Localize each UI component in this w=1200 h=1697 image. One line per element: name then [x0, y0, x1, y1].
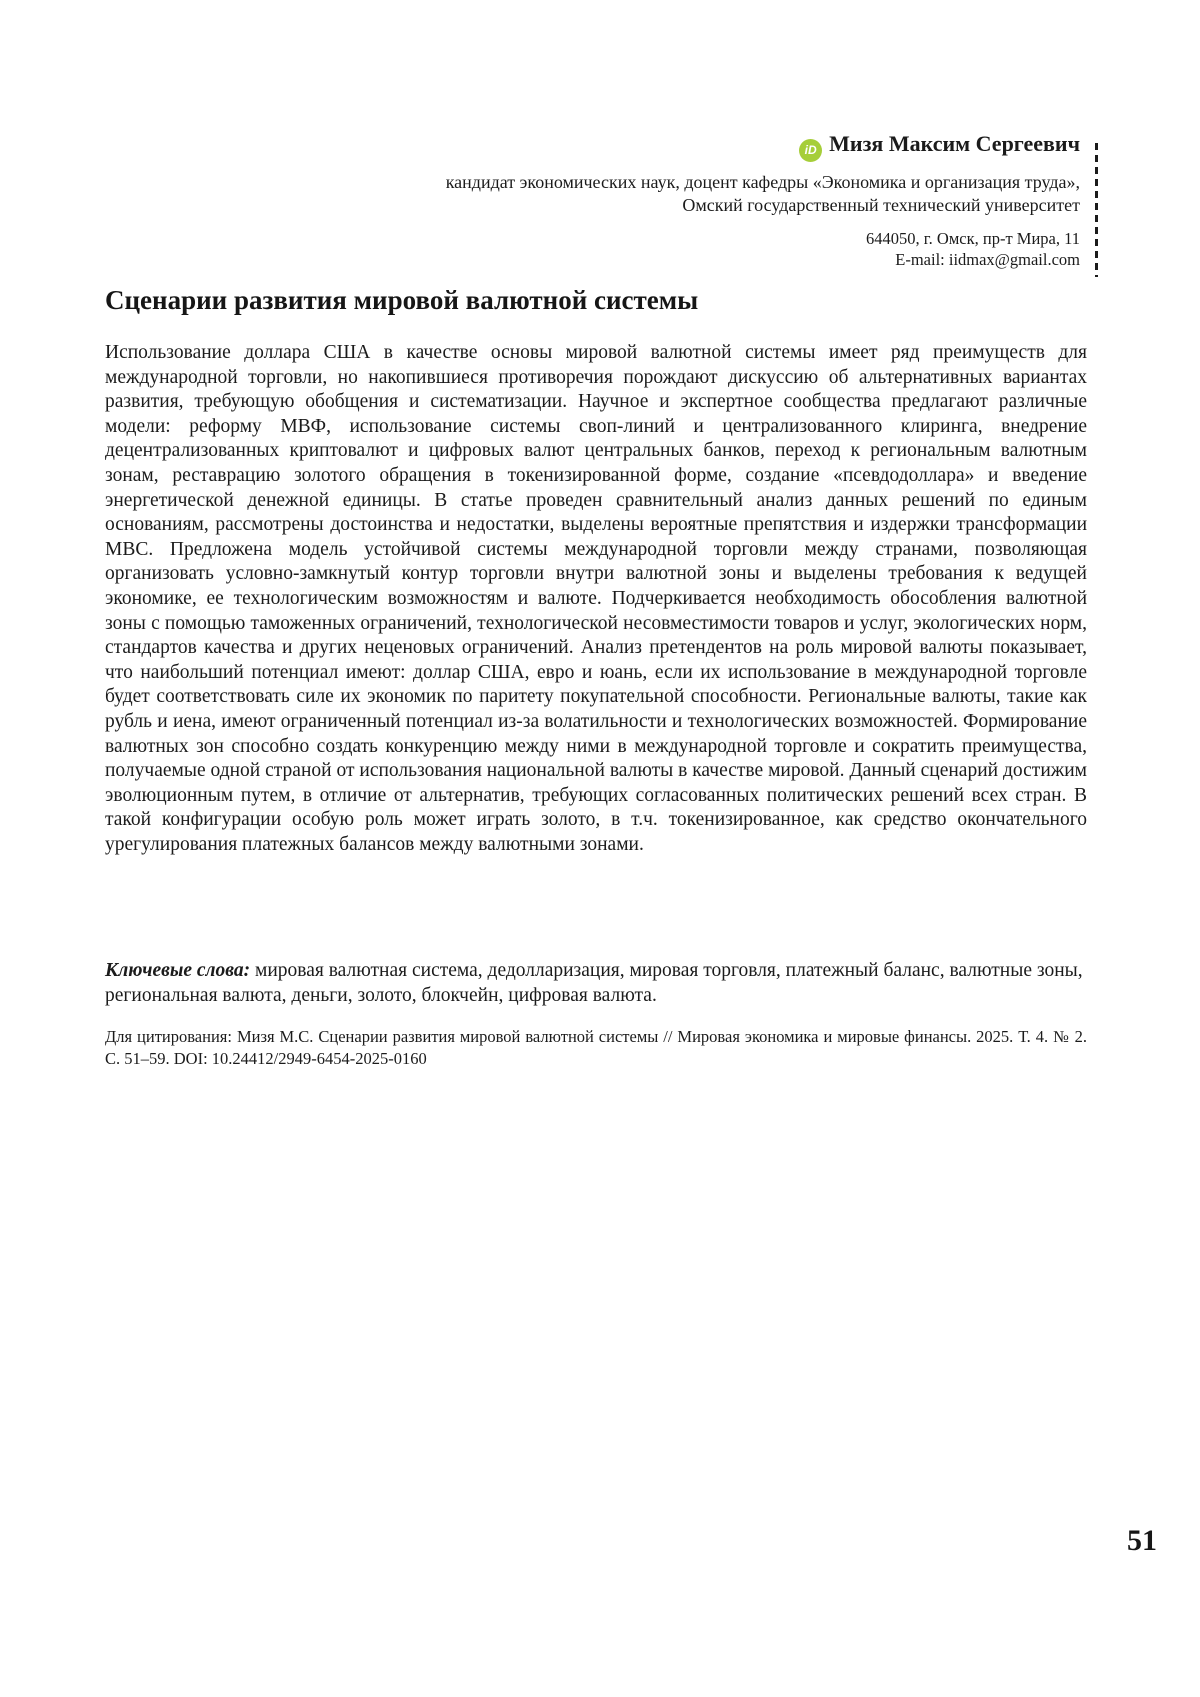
keywords-label: Ключевые слова: [105, 960, 251, 981]
header-dashed-divider [1095, 143, 1098, 277]
author-university: Омский государственный технический университет [682, 194, 1080, 215]
page-number: 51 [1127, 1524, 1157, 1557]
author-name: Мизя Максим Сергеевич [829, 131, 1080, 156]
author-email: E-mail: iidmax@gmail.com [895, 249, 1080, 269]
orcid-icon[interactable]: iD [799, 139, 822, 162]
author-address: 644050, г. Омск, пр-т Мира, 11 [866, 229, 1080, 248]
keywords-paragraph [105, 959, 1087, 1008]
abstract-text: Использование доллара США в качестве основы мировой валютной системы имеет ряд преимуществ для международной торговли, но накопившиеся противоречия порождают дискуссию об альтернативных вариантах развития, требующую обобщения и систематизации. Научное и экспертное сообщества предлагают различные модели: реформу МВФ, использование системы своп-линий и централизованного клиринга, внедрение децентрализованных криптовалют и цифровых валют центральных банков, переход к региональным валютным зонам, реставрацию золотого обращения в токенизированной форме, создание «псевдодоллара» и введение энергетической денежной единицы. В статье проведен сравнительный анализ данных решений по единым основаниям, рассмотрены достоинства и недостатки, выделены вероятные препятствия и издержки трансформации МВС. Предложена модель устойчивой системы международной торговли между странами, позволяющая организовать условно-замкнутый контур торговли внутри валютной зоны и выделены требования к ведущей экономике, ее технологическим возможностям и валюте. Подчеркивается необходимость обособления валютной зоны с помощью таможенных ограничений, технологической несовместимости товаров и услуг, экологических норм, стандартов качества и других неценовых ограничений. Анализ претендентов на роль мировой валюты показывает, что наибольший потенциал имеют: доллар США, евро и юань, если их использование в международной торговле будет соответствовать силе их экономик по паритету покупательной способности. Региональные валюты, такие как рубль и иена, имеют ограниченный потенциал из-за волатильности и технологических возможностей. Формирование валютных зон способно создать конкуренцию между ними в международной торговле и сократить преимущества, получаемые одной страной от использования национальной валюты в качестве мировой. Данный сценарий достижим эволюционным путем, в отличие от альтернатив, требующих согласованных политических решений всех стран. В такой конфигурации особую роль может играть золото, в т.ч. токенизированное, как средство окончательного урегулирования платежных балансов между валютными зонами. [105, 342, 1087, 855]
author-degree-affiliation: кандидат экономических наук, доцент кафедры «Экономика и организация труда», [445, 172, 1080, 192]
citation-text: Мизя М.С. Сценарии развития мировой валютной системы // Мировая экономика и мировые финансы. 2025. Т. 4. № 2. С. 51–59. DOI: 10.24412/2949-6454-2025-0160 [105, 1027, 1088, 1068]
citation-label: Для цитирования: [105, 1027, 232, 1046]
author-contact-block [446, 229, 1080, 270]
author-header-block [446, 131, 1080, 270]
author-name-line [446, 131, 1080, 162]
keywords-text: мировая валютная система, дедолларизация, мировая торговля, платежный баланс, валютные зоны, региональная валюта, деньги, золото, блокчейн, цифровая валюта. [105, 960, 1083, 1006]
citation-paragraph [105, 1026, 1087, 1069]
article-title: Сценарии развития мировой валютной системы [105, 285, 699, 315]
